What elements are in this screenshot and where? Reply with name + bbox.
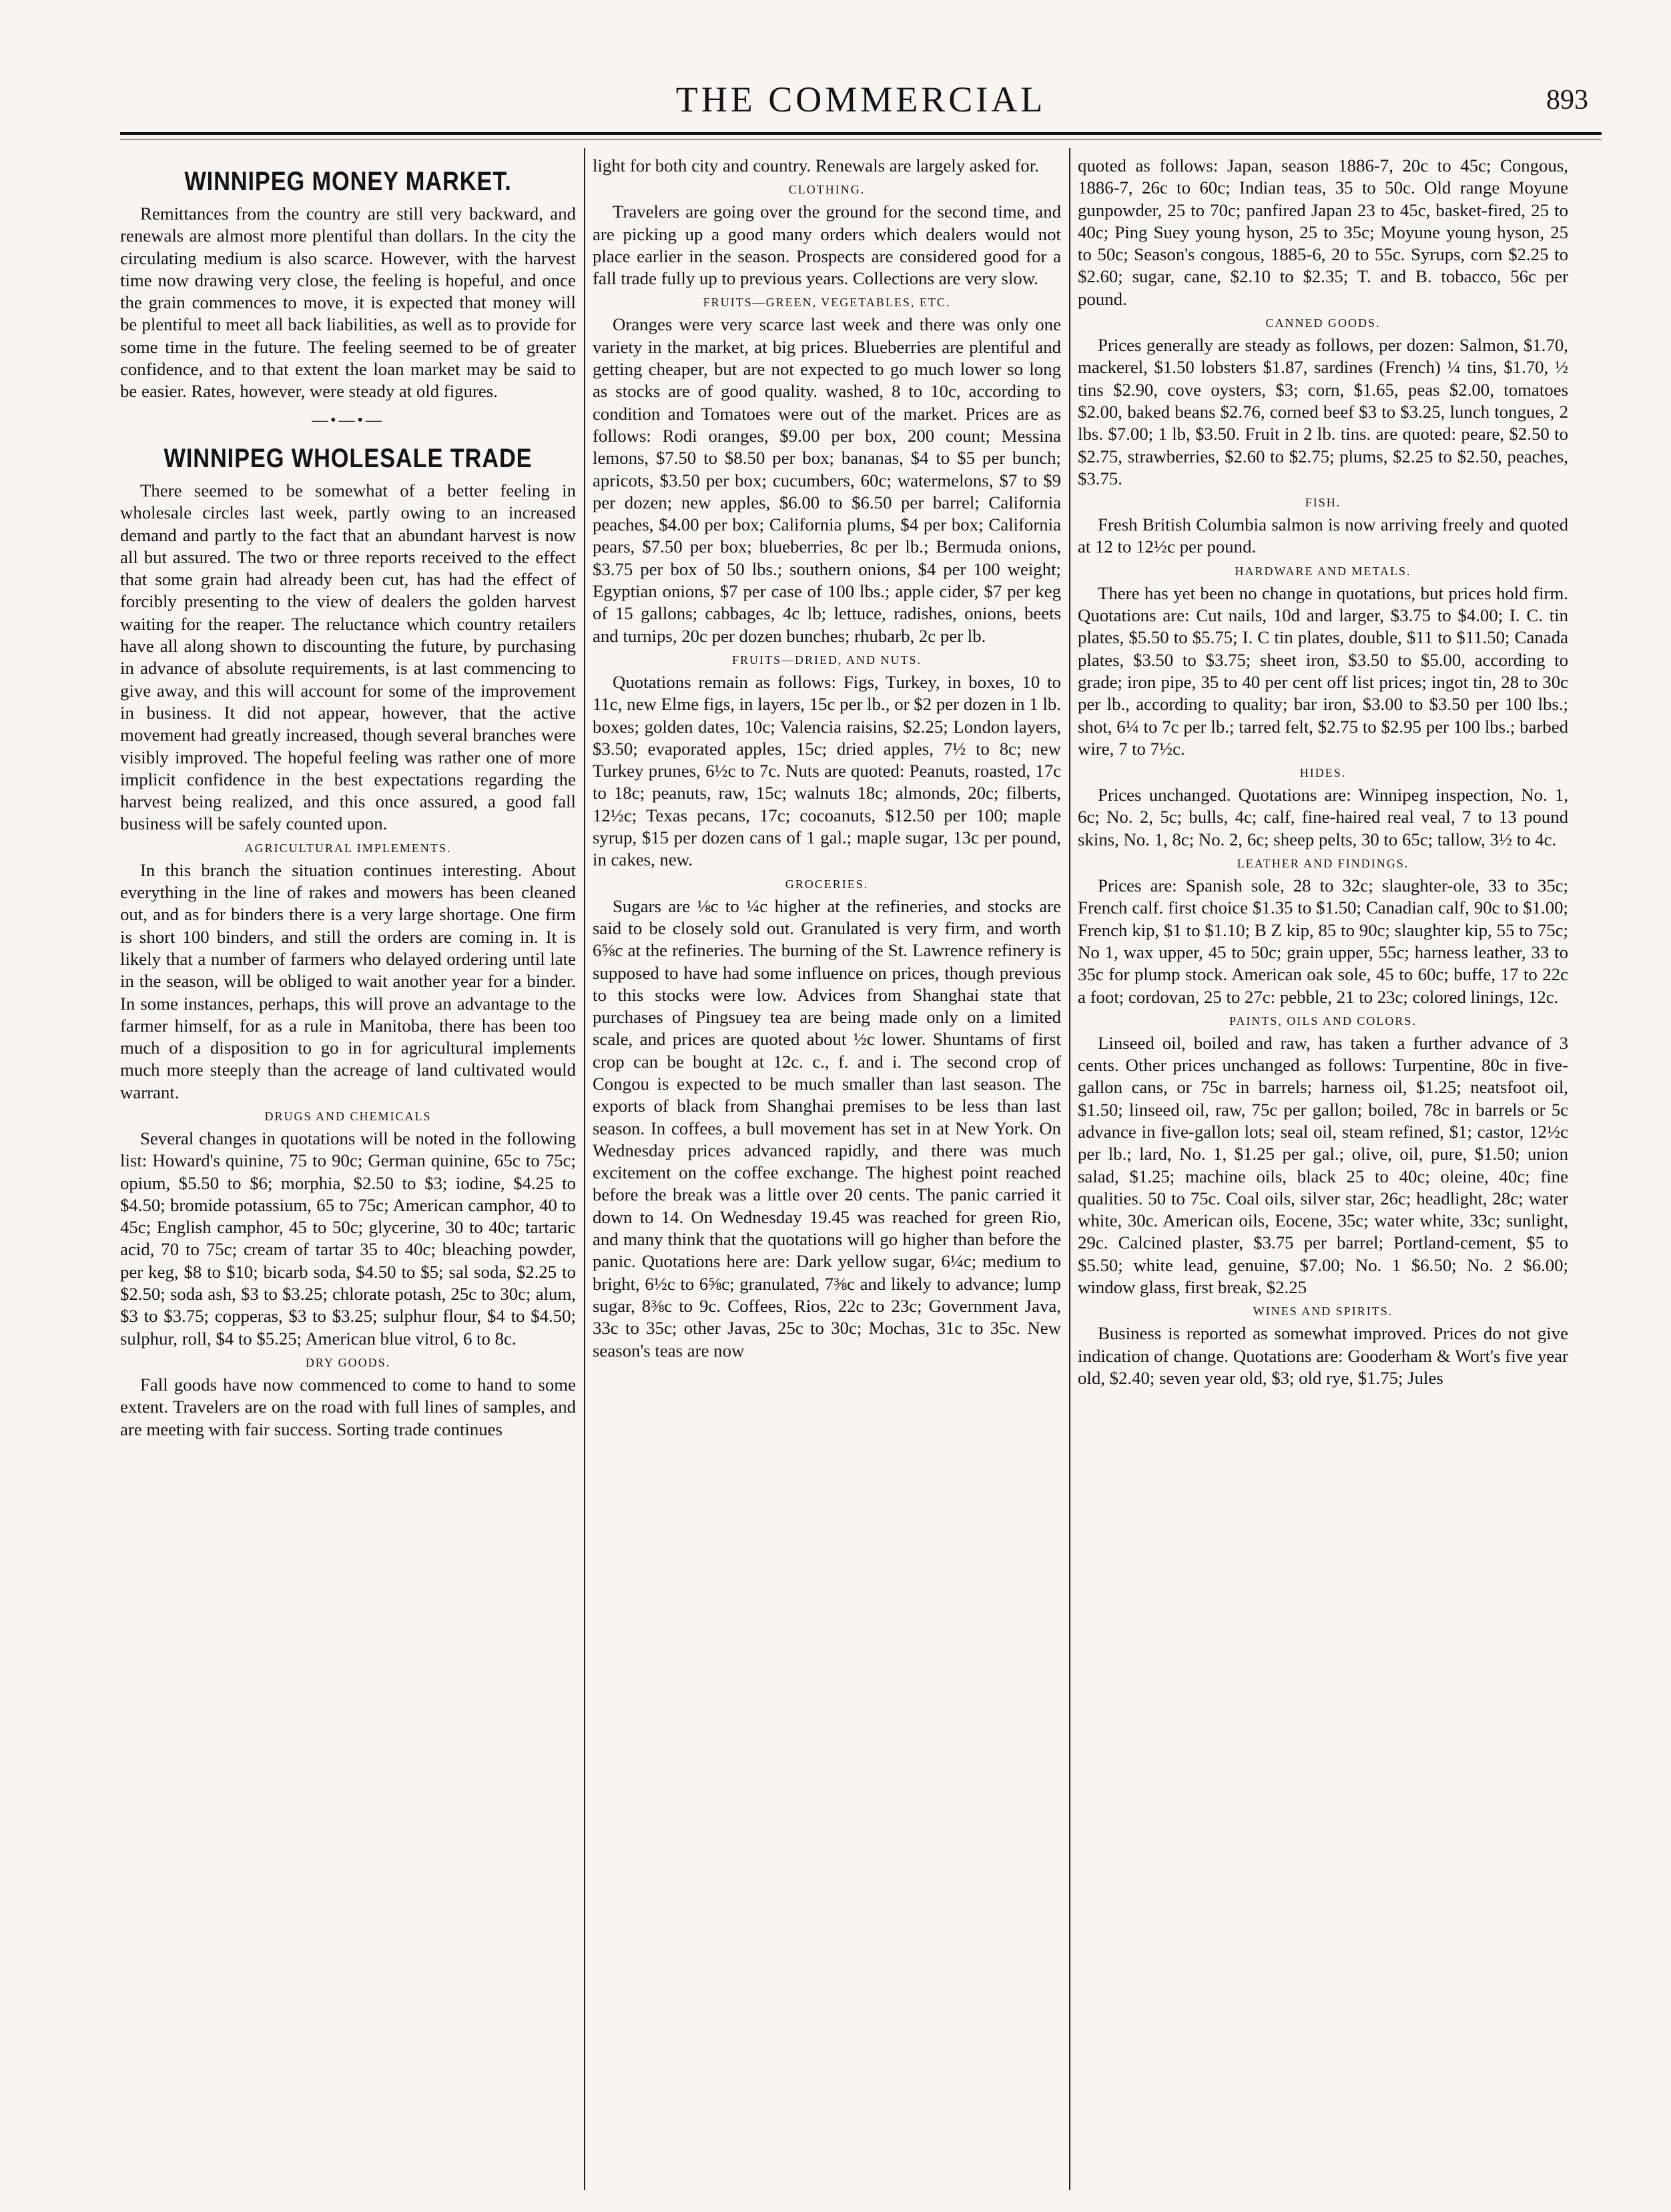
- paragraph-agricultural: In this branch the situation continues interesting. About everything in the line of rakes and mowers has been cleaned out, and as for binders there is a very large shortage. One firm is short 100 binders, and still the orders are coming in. It is likely that a number of farmers who delayed ordering until late in the season, will be obliged to wait another year for a binder. In some instances, perhaps, this will prove an advantage to the farmer himself, for as a rule in Manitoba, there has been too much of a disposition to go in for agricultural implements much more steeply than the acreage of land cultivated would warrant.: [120, 859, 576, 1102]
- heading-paints: PAINTS, OILS AND COLORS.: [1229, 1014, 1417, 1028]
- paragraph-fruits-dried: Quotations remain as follows: Figs, Turkey, in boxes, 10 to 11c, new Elme figs, in layers, 15c per lb., or $2 per dozen in 1 lb. boxes; golden dates, 10c; Valencia raisins, $2.25; London layers, $3.50; evaporated apples, 15c; dried apples, 7½ to 8c; new Turkey prunes, 6½c to 7c. Nuts are quoted: Peanuts, roasted, 17c to 18c; peanuts, raw, 15c; walnuts 18c; almonds, 20c; filberts, 12½c; Texas pecans, 17c; cocoanuts, $12.50 per 100; maple syrup, $15 per dozen cans of 1 gal.; maple sugar, 13c per pound, in cakes, new.: [593, 671, 1061, 870]
- paragraph-fruits-green: Oranges were very scarce last week and there was only one variety in the market, at big prices. Blueberries are plentiful and getting cheaper, but are not expected to go much lower so long as stocks are of good quality. washed, 8 to 10c, according to condition and Tomatoes were out of the market. Prices are as follows: Rodi oranges, $9.00 per box, 200 count; Messina lemons, $7.50 to $8.50 per box; bananas, $4 to $5 per bunch; apricots, $3.50 per box; cucumbers, 60c; watermelons, $7 to $9 per dozen; new apples, $6.00 to $6.50 per barrel; California peaches, $4.00 per box; California plums, $4 per box; California pears, $7.50 per box; blueberries, 8c per lb.; Bermuda onions, $3.75 per box of 50 lbs.; southern onions, $4 per 100 weight; Egyptian onions, $7 per case of 100 lbs.; apple cider, $7 per keg of 15 gallons; cabbages, 4c lb; lettuce, radishes, onions, beets and turnips, 20c per dozen bunches; rhubarb, 2c per lb.: [593, 314, 1061, 646]
- column-divider-1: [584, 148, 585, 2190]
- heading-agricultural: AGRICULTURAL IMPLEMENTS.: [244, 841, 452, 855]
- heading-groceries: GROCERIES.: [785, 877, 869, 891]
- column-1: [120, 155, 576, 2190]
- paragraph-wholesale-trade: There seemed to be somewhat of a better feeling in wholesale circles last week, partly owing to an increased demand and partly to the fact that an abundant harvest is now all but assured. The two or three reports received to the effect that some grain had already been cut, has had the effect of forcibly presenting to the view of dealers the golden harvest waiting for the reaper. The reluctance which country retailers have all along shown to discounting the future, by purchasing in advance of absolute requirements, is at last commencing to give away, and this will account for some of the improvement in business. It did not appear, however, that the active movement had greatly increased, though several branches were visibly improved. The hopeful feeling was rather one of more implicit confidence in the best expectations regarding the harvest being realized, and this once assured, a good fall business will be safely counted upon.: [120, 480, 576, 834]
- heading-fruits-green: FRUITS—GREEN, VEGETABLES, ETC.: [703, 296, 951, 310]
- section-ornament: —•—•—: [312, 411, 384, 429]
- paragraph-money-market: Remittances from the country are still very backward, and renewals are almost more plentiful than dollars. In the city the circulating medium is also scarce. However, with the harvest time now drawing very close, the feeling is hopeful, and once the grain commences to move, it is expected that money will be plentiful to meet all back liabilities, as well as to provide for some time in the future. The feeling seemed to be of greater confidence, and to that extent the loan market may be said to be easier. Rates, however, were steady at old figures.: [120, 204, 576, 402]
- paragraph-leather: Prices are: Spanish sole, 28 to 32c; slaughter-ole, 33 to 35c; French calf. first choice $1.35 to $1.50; Canadian calf, 90c to $1.00; French kip, $1 to $1.10; B Z kip, 85 to 90c; slaughter kip, 55 to 75c; No 1, wax upper, 45 to 50c; grain upper, 55c; harness leather, 33 to 35c for plump stock. American oak sole, 45 to 60c; buffe, 17 to 22c a foot; cordovan, 25 to 27c: pebble, 21 to 23c; colored linings, 12c.: [1078, 875, 1568, 1007]
- paragraph-wines: Business is reported as somewhat improved. Prices do not give indication of change. Quotations are: Gooderham & Wort's five year old, $2.40; seven year old, $3; old rye, $1.75; Jules: [1078, 1323, 1568, 1388]
- heading-fruits-dried: FRUITS—DRIED, AND NUTS.: [731, 653, 922, 667]
- heading-leather: LEATHER AND FINDINGS.: [1237, 857, 1409, 871]
- column-2: [593, 155, 1061, 2190]
- page-header: [120, 79, 1602, 132]
- paragraph-paints: Linseed oil, boiled and raw, has taken a further advance of 3 cents. Other prices unchanged as follows: Turpentine, 80c in five-gallon cans, or 75c in barrels; harness oil, $1.25; neatsfoot oil, $1.50; linseed oil, raw, 75c per gallon; boiled, 78c in barrels or 5c advance in five-gallon lots; seal oil, steam refined, $1; castor, 12½c per lb.; lard, No. 1, $1.25 per gal.; olive, oil, pure, $1.50; union salad, $1.25; machine oils, black 25 to 40c; oleine, 40c; fine qualities. 50 to 75c. Coal oils, silver star, 26c; headlight, 28c; water white, 30c. American oils, Eocene, 35c; water white, 33c; sunlight, 29c. Calcined plaster, $3.75 per barrel; Portland-cement, $5 to $5.50; white lead, genuine, $7.00; No. 1 $6.50; No. 2 $6.00; window glass, first break, $2.25: [1078, 1032, 1568, 1298]
- paragraph-drugs: Several changes in quotations will be noted in the following list: Howard's quinine, 75 to 90c; German quinine, 65c to 75c; opium, $5.50 to $6; morphia, $2.50 to $3; iodine, $4.25 to $4.50; bromide potassium, 65 to 75c; American camphor, 40 to 45c; English camphor, 45 to 50c; glycerine, 30 to 40c; tartaric acid, 70 to 75c; cream of tartar 35 to 40c; bleaching powder, per keg, $8 to $10; bicarb soda, $4.50 to $5; sal soda, $2.25 to $2.50; soda ash, $3 to $3.25; chlorate potash, 25c to 30c; alum, $3 to $3.75; copperas, $3 to $3.25; sulphur flour, $4 to $4.50; sulphur, roll, $4 to $5.25; American blue vitrol, 6 to 8c.: [120, 1128, 576, 1349]
- heading-drugs: DRUGS AND CHEMICALS: [264, 1109, 432, 1123]
- page-number: 893: [1546, 85, 1588, 115]
- heading-wines: WINES AND SPIRITS.: [1253, 1305, 1393, 1319]
- masthead-title: THE COMMERCIAL: [675, 79, 1046, 119]
- heading-fish: FISH.: [1305, 496, 1341, 510]
- header-rule: [120, 132, 1602, 139]
- heading-canned-goods: CANNED GOODS.: [1265, 316, 1381, 330]
- paragraph-canned-goods: Prices generally are steady as follows, per dozen: Salmon, $1.70, mackerel, $1.50 lobsters $1.87, sardines (French) ¼ tins, $1.70, ½ tins $2.90, cove oysters, $3; corn, $1.65, peas $2.00, tomatoes $2.00, baked beans $2.76, corned beef $3 to $3.25, lunch tongues, 2 lbs. $7.00; 1 lb, $3.50. Fruit in 2 lb. tins. are quoted: peare, $2.50 to $2.75, strawberries, $2.60 to $2.75; plums, $2.25 to $2.50, peaches, $3.75.: [1078, 335, 1568, 488]
- heading-hides: HIDES.: [1299, 766, 1347, 780]
- paragraph-dry-goods-continued: light for both city and country. Renewals are largely asked for.: [593, 155, 1039, 175]
- paragraph-groceries-continued: quoted as follows: Japan, season 1886-7, 20c to 45c; Congous, 1886-7, 26c to 60c; Indian teas, 35 to 50c. Old range Moyune gunpowder, 25 to 70c; panfired Japan 23 to 45c, basket-fired, 25 to 40c; Ping Suey young hyson, 25 to 35c; Moyune young hyson, 25 to 50c; Season's congous, 1885-6, 20 to 55c. Syrups, corn $2.25 to $2.60; sugar, cane, $2.10 to $2.35; T. and B. tobacco, 56c per pound.: [1078, 155, 1568, 309]
- paragraph-hardware: There has yet been no change in quotations, but prices hold firm. Quotations are: Cut nails, 10d and larger, $3.75 to $4.00; I. C. tin plates, $5.50 to $5.75; I. C tin plates, double, $11 to $11.50; Canada plates, $3.50 to $3.75; sheet iron, $3.50 to $5.00, according to grade; iron pipe, 35 to 40 per cent off list prices; ingot tin, 28 to 30c per lb., according to quality; bar iron, $3.00 to $3.50 per 100 lbs.; shot, 6¼ to 7c per lb.; tarred felt, $2.75 to $2.95 per 100 lbs.; barbed wire, 7 to 7½c.: [1078, 583, 1568, 759]
- heading-hardware: HARDWARE AND METALS.: [1235, 564, 1411, 578]
- paragraph-dry-goods: Fall goods have now commenced to come to hand to some extent. Travelers are on the road with full lines of samples, and are meeting with fair success. Sorting trade continues: [120, 1374, 576, 1439]
- column-3: [1078, 155, 1568, 2190]
- paragraph-fish: Fresh British Columbia salmon is now arriving freely and quoted at 12 to 12½c per pound.: [1078, 514, 1568, 557]
- paragraph-hides: Prices unchanged. Quotations are: Winnipeg inspection, No. 1, 6c; No. 2, 5c; bulls, 4c; calf, fine-haired real veal, 7 to 13 pound skins, No. 1, 8c; No. 2, 6c; sheep pelts, 30 to 65c; tallow, 3½ to 4c.: [1078, 785, 1568, 849]
- heading-money-market: WINNIPEG MONEY MARKET.: [184, 167, 512, 196]
- heading-dry-goods: DRY GOODS.: [305, 1355, 391, 1369]
- heading-clothing: CLOTHING.: [788, 183, 866, 197]
- paragraph-clothing: Travelers are going over the ground for the second time, and are picking up a good many orders which dealers would not place earlier in the season. Prospects are considered good for a fall trade fully up to previous years. Collections are very slow.: [593, 202, 1061, 289]
- column-divider-2: [1069, 148, 1070, 2190]
- paragraph-groceries: Sugars are ⅛c to ¼c higher at the refineries, and stocks are said to be closely sold out. Granulated is very firm, and worth 6⅝c at the refineries. The burning of the St. Lawrence refinery is supposed to have had some influence on prices, though previous to this stocks were low. Advices from Shanghai state that purchases of Pingsuey tea are being made only on a limited scale, and prices are quoted about ½c lower. Shuntams of first crop can be bought at 12c. c., f. and i. The second crop of Congou is expected to be much smaller than last season. The exports of black from Shanghai premises to be less than last season. In coffees, a bull movement has set in at New York. On Wednesday prices advanced rapidly, and there was much excitement on the coffee exchange. The highest point reached before the break was a little over 20 cents. The panic carried it down to 14. On Wednesday 19.45 was reached for green Rio, and many think that the quotations will go higher than before the panic. Quotations here are: Dark yellow sugar, 6¼c; medium to bright, 6½c to 6⅝c; granulated, 7⅜c and likely to advance; lump sugar, 8⅜c to 9c. Coffees, Rios, 22c to 23c; Government Java, 33c to 35c; other Javas, 25c to 30c; Mochas, 31c to 35c. New season's teas are now: [593, 895, 1061, 1361]
- heading-wholesale-trade: WINNIPEG WHOLESALE TRADE: [163, 443, 533, 473]
